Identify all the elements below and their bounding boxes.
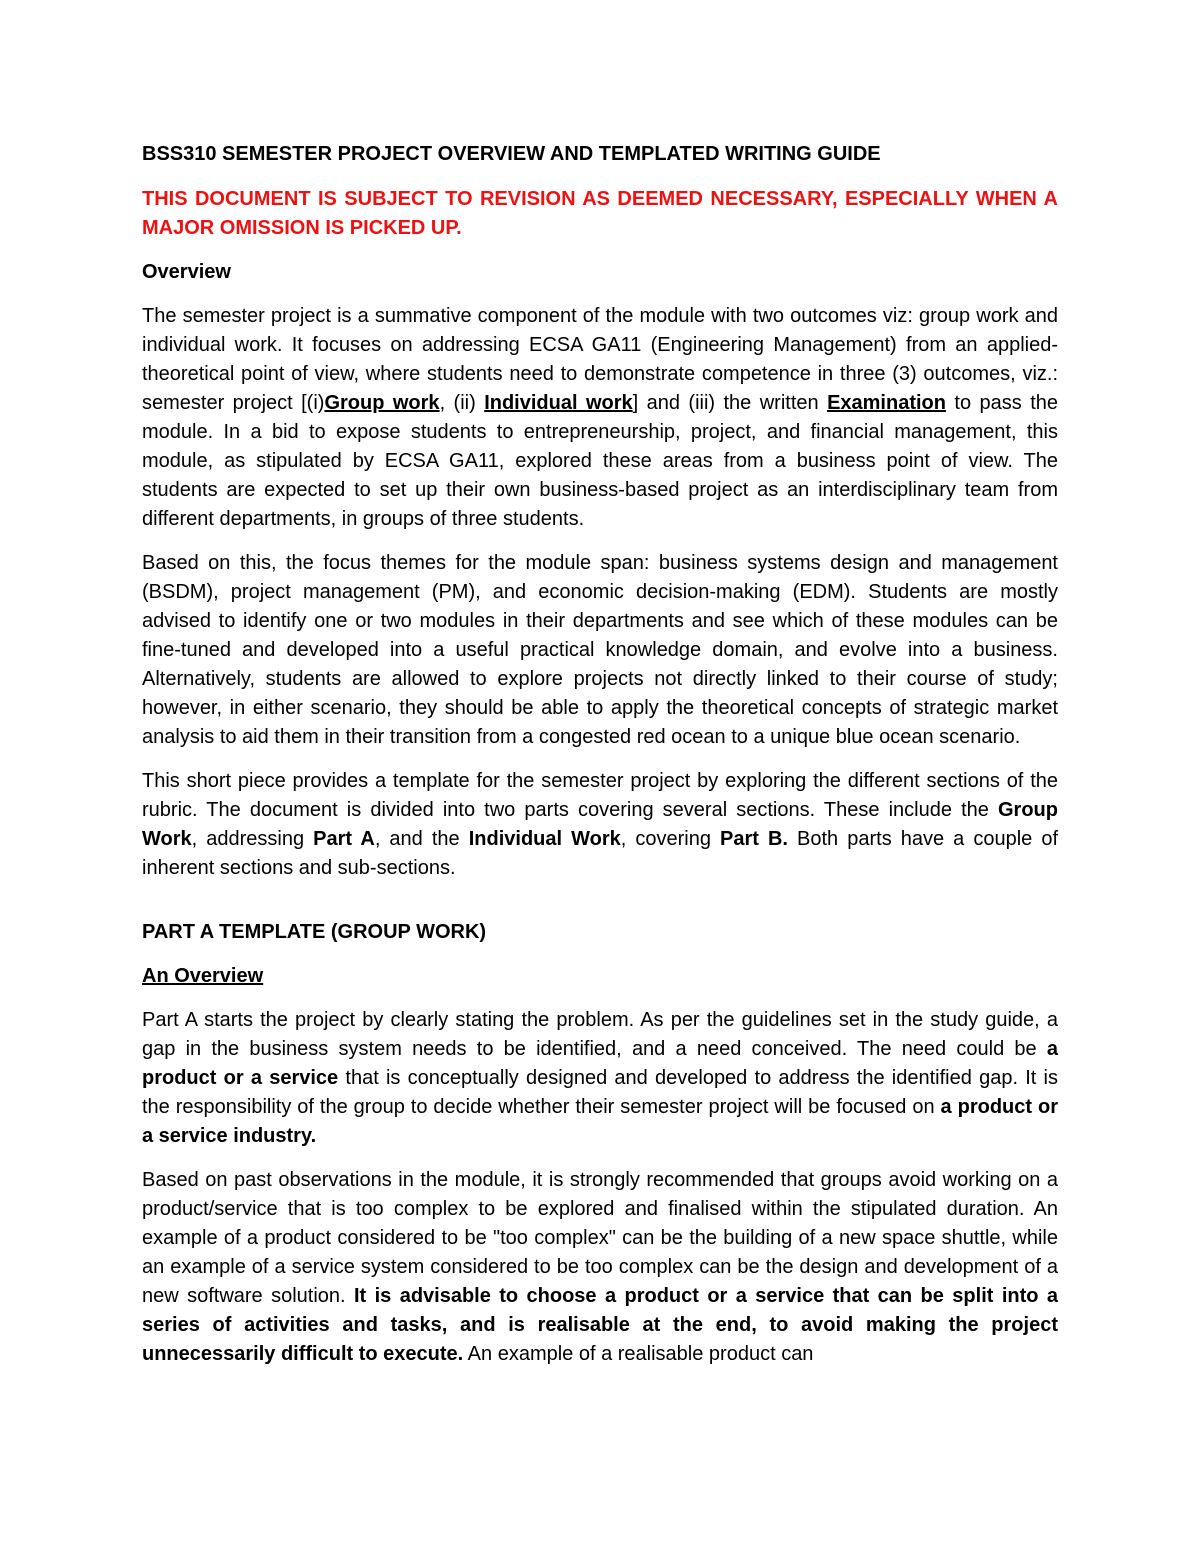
an-overview-heading: An Overview [142,965,264,987]
overview-paragraph-3: This short piece provides a template for the semester project by exploring the different sections of the rubric. The document is divided into two parts covering several sections. These include the Group Work, addressing Part A, and the Individual Work, covering Part B. Both parts have a couple of inherent sections and sub-sections. [142,770,1059,879]
document-body [142,140,1058,1384]
individual-work-term: Individual work [484,392,633,414]
overview-heading: Overview [142,261,231,283]
part-a-paragraph-2: Based on past observations in the module, it is strongly recommended that groups avoid working on a product/service that is too complex to be explored and finalised within the stipulated duration. An example of a product considered to be "too complex" can be the building of a new space shuttle, while an example of a service system considered to be too complex can be the design and development of a new software solution. It is advisable to choose a product or a service that can be split into a series of activities and tasks, and is realisable at the end, to avoid making the project unnecessarily difficult to execute. An example of a realisable product can [142,1169,1058,1365]
overview-paragraph-2: Based on this, the focus themes for the module span: business systems design and management (BSDM), project management (PM), and economic decision-making (EDM). Students are mostly advised to identify one or two modules in their departments and see which of these modules can be fine-tuned and developed into a useful practical knowledge domain, and evolve into a business. Alternatively, students are allowed to explore projects not directly linked to their course of study; however, in either scenario, they should be able to apply the theoretical concepts of strategic market analysis to aid them in their transition from a congested red ocean to a unique blue ocean scenario. [142,552,1058,748]
section-spacer [142,898,1058,918]
part-a-paragraph-1: Part A starts the project by clearly stating the problem. As per the guidelines set in the study guide, a gap in the business system needs to be identified, and a need conceived. The need could be a product or a service that is conceptually designed and developed to address the identified gap. It is the responsibility of the group to decide whether their semester project will be focused on a product or a service industry. [142,1009,1059,1147]
part-a-heading: PART A TEMPLATE (GROUP WORK) [142,921,487,943]
overview-paragraph-1: The semester project is a summative component of the module with two outcomes viz: group work and individual work. It focuses on addressing ECSA GA11 (Engineering Management) from an applied-theoretical point of view, where students need to demonstrate competence in three (3) outcomes, viz.: semester project [(i)Group work, (ii) Individual work] and (iii) the written Examination to pass the module. In a bid to expose students to entrepreneurship, project, and financial management, this module, as stipulated by ECSA GA11, explored these areas from a business point of view. The students are expected to set up their own business-based project as an interdisciplinary team from different departments, in groups of three students. [142,305,1058,530]
revision-notice: THIS DOCUMENT IS SUBJECT TO REVISION AS DEEMED NECESSARY, ESPECIALLY WHEN A MAJOR OMISSION IS PICKED UP. [142,188,1058,239]
group-work-term: Group work [324,392,440,414]
examination-term: Examination [827,392,946,414]
document-title: BSS310 SEMESTER PROJECT OVERVIEW AND TEMPLATED WRITING GUIDE [142,143,881,165]
